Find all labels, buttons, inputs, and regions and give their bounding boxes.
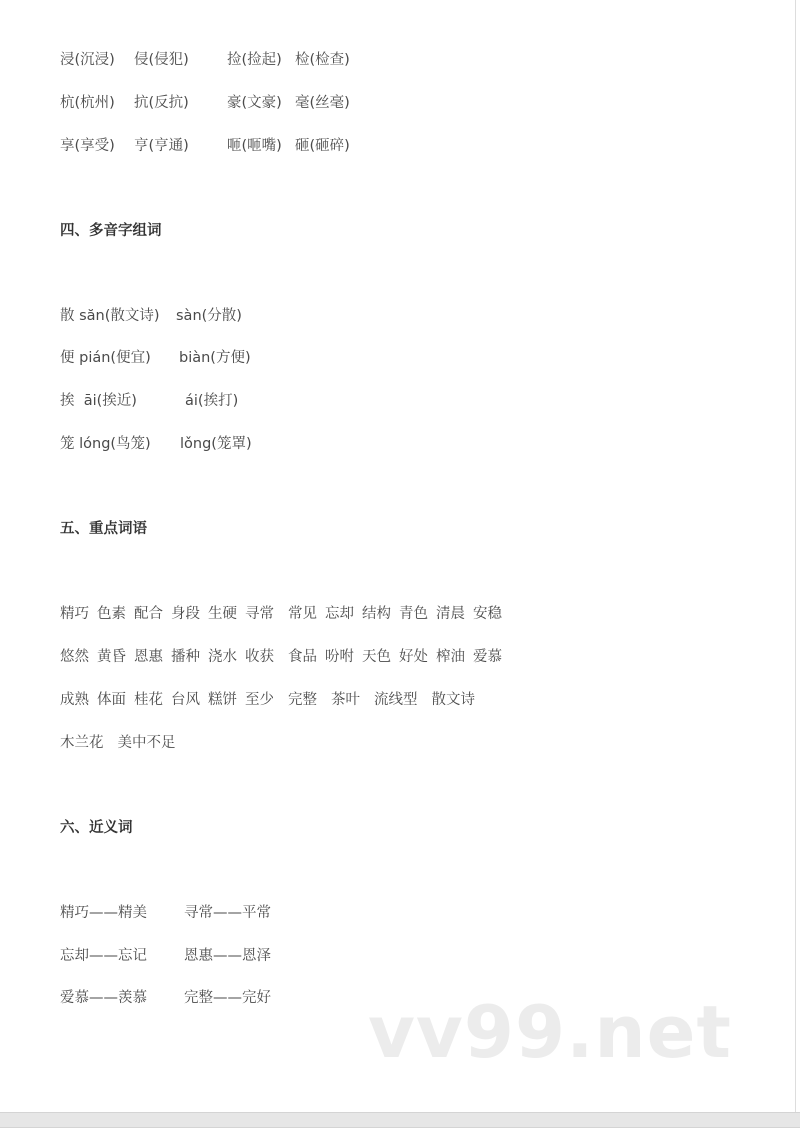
word: 笼 lóng(鸟笼) bbox=[60, 436, 151, 452]
synonym-pair: 恩惠——恩泽 bbox=[184, 948, 271, 964]
word: 常见 bbox=[288, 606, 317, 622]
word: 检(检查) bbox=[295, 52, 350, 68]
word: 好处 bbox=[399, 649, 428, 665]
word: 糕饼 bbox=[208, 692, 237, 708]
section-heading: 六、近义词 bbox=[60, 820, 133, 836]
section-heading: 五、重点词语 bbox=[60, 521, 147, 537]
section-heading: 四、多音字组词 bbox=[60, 223, 162, 239]
word: 天色 bbox=[362, 649, 391, 665]
word: lǒng(笼罩) bbox=[180, 436, 252, 452]
word: 散文诗 bbox=[431, 692, 475, 708]
page-separator bbox=[0, 1112, 800, 1128]
word: 安稳 bbox=[473, 606, 502, 622]
word: 播种 bbox=[171, 649, 200, 665]
word: 忘却 bbox=[325, 606, 354, 622]
word: 身段 bbox=[171, 606, 200, 622]
word: 清晨 bbox=[436, 606, 465, 622]
word: 寻常 bbox=[245, 606, 274, 622]
vocab-row bbox=[60, 647, 502, 667]
word: 抗(反抗) bbox=[134, 95, 189, 111]
word: 榨油 bbox=[436, 649, 465, 665]
word: 享(享受) bbox=[60, 138, 115, 154]
word: 黄昏 bbox=[97, 649, 126, 665]
word: 亨(亨通) bbox=[134, 138, 189, 154]
word: 青色 bbox=[399, 606, 428, 622]
word: 砸(砸碎) bbox=[295, 138, 350, 154]
word: 散 săn(散文诗) bbox=[60, 308, 160, 324]
word: 挨 āi(挨近) bbox=[60, 393, 137, 409]
word: 至少 bbox=[245, 692, 274, 708]
word: 毫(丝毫) bbox=[295, 95, 350, 111]
word: 豪(文豪) bbox=[227, 95, 282, 111]
word: 生硬 bbox=[208, 606, 237, 622]
word: 色素 bbox=[97, 606, 126, 622]
synonym-pair: 寻常——平常 bbox=[184, 905, 271, 921]
word: 完整 bbox=[288, 692, 317, 708]
word: 成熟 bbox=[60, 692, 89, 708]
word: biàn(方便) bbox=[179, 350, 251, 366]
word: 侵(侵犯) bbox=[134, 52, 189, 68]
word: 便 pián(便宜) bbox=[60, 350, 151, 366]
word: 捡(捡起) bbox=[227, 52, 282, 68]
word: ái(挨打) bbox=[185, 393, 239, 409]
vocab-row bbox=[60, 733, 176, 753]
polyphone-row bbox=[60, 434, 252, 514]
word: 木兰花 bbox=[60, 735, 104, 751]
synonym-pair: 忘却——忘记 bbox=[60, 948, 147, 964]
word: 收获 bbox=[245, 649, 274, 665]
synonym-pair: 精巧——精美 bbox=[60, 905, 147, 921]
synonym-pair: 完整——完好 bbox=[184, 990, 271, 1006]
word: 茶叶 bbox=[331, 692, 360, 708]
watermark: vv99.net bbox=[368, 990, 732, 1074]
word: 恩惠 bbox=[134, 649, 163, 665]
vocab-row bbox=[60, 604, 502, 624]
synonym-row bbox=[60, 988, 271, 1068]
word: 结构 bbox=[362, 606, 391, 622]
word: 桂花 bbox=[134, 692, 163, 708]
word: 浇水 bbox=[208, 649, 237, 665]
word: 体面 bbox=[97, 692, 126, 708]
synonym-pair: 爱慕——羡慕 bbox=[60, 990, 147, 1006]
word: 流线型 bbox=[374, 692, 418, 708]
word: 浸(沉浸) bbox=[60, 52, 115, 68]
word: 杭(杭州) bbox=[60, 95, 115, 111]
word: sàn(分散) bbox=[176, 308, 242, 324]
word: 吩咐 bbox=[325, 649, 354, 665]
word: 精巧 bbox=[60, 606, 89, 622]
word: 美中不足 bbox=[117, 735, 176, 751]
word: 食品 bbox=[288, 649, 317, 665]
word: 爱慕 bbox=[473, 649, 502, 665]
word: 悠然 bbox=[60, 649, 89, 665]
word: 咂(咂嘴) bbox=[227, 138, 282, 154]
word: 配合 bbox=[134, 606, 163, 622]
vocab-row bbox=[60, 690, 475, 710]
word: 台风 bbox=[171, 692, 200, 708]
